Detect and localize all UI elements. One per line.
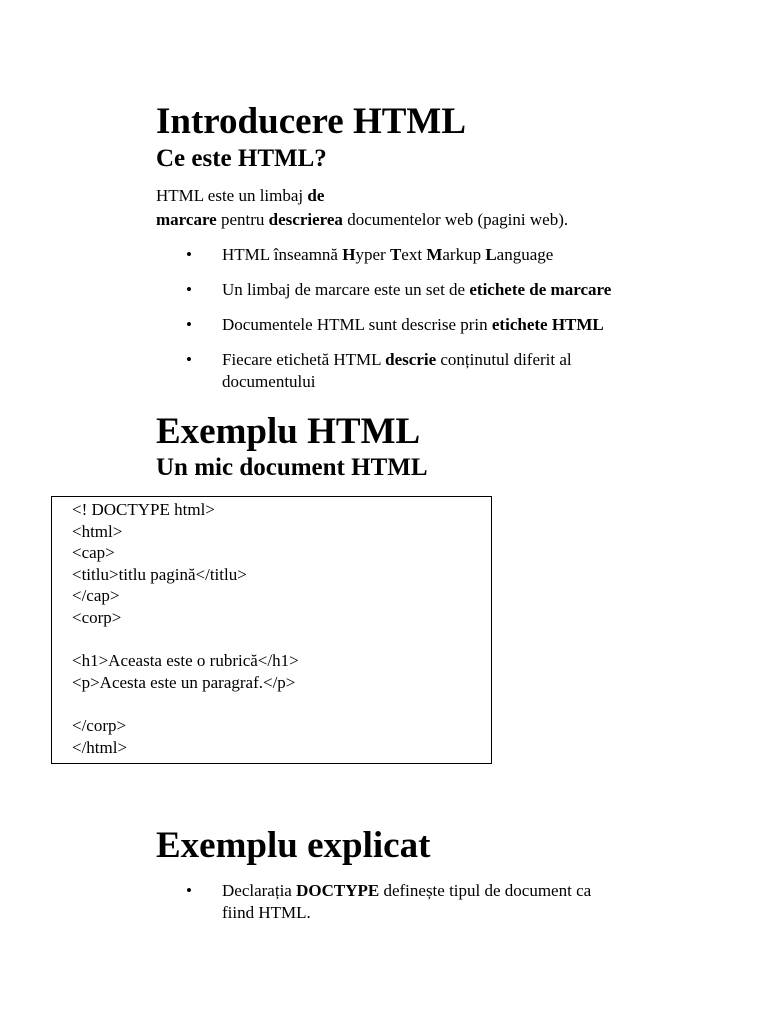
section-subtitle-mic-document: Un mic document HTML xyxy=(156,454,428,481)
section-title-exemplu-explicat: Exemplu explicat xyxy=(156,825,431,866)
code-line: </corp> xyxy=(72,715,127,735)
code-example-box xyxy=(51,496,492,764)
intro-bullet-list xyxy=(156,244,716,393)
explained-bullet-list xyxy=(156,880,716,924)
bullet-icon: • xyxy=(186,280,192,299)
list-item: • HTML înseamnă Hyper Text Markup Language xyxy=(186,245,554,264)
section-title-exemplu-html: Exemplu HTML xyxy=(156,411,421,452)
section-subtitle-ce-este: Ce este HTML? xyxy=(156,145,327,172)
code-line xyxy=(72,629,491,651)
code-line: <cap> xyxy=(72,543,115,563)
code-line: <titlu>titlu pagină</titlu> xyxy=(72,564,247,584)
code-line: <! DOCTYPE html> xyxy=(72,500,215,519)
section-title-introducere: Introducere HTML xyxy=(156,101,467,142)
list-item: • Fiecare etichetă HTML descrie conținutul diferit al documentului xyxy=(186,350,572,391)
code-line: <h1>Aceasta este o rubrică</h1> xyxy=(72,651,299,671)
code-line: <html> xyxy=(72,521,123,541)
code-line: </html> xyxy=(72,737,128,757)
bullet-icon: • xyxy=(186,315,192,334)
list-item: • Declarația DOCTYPE definește tipul de document ca fiind HTML. xyxy=(186,881,592,922)
code-line: <corp> xyxy=(72,607,122,627)
intro-paragraph: HTML este un limbaj de marcare pentru descrierea documentelor web (pagini web). xyxy=(156,186,569,229)
bullet-icon: • xyxy=(186,350,192,369)
bullet-icon: • xyxy=(186,245,192,264)
code-line xyxy=(72,693,491,715)
list-item: • Documentele HTML sunt descrise prin etichete HTML xyxy=(186,315,604,334)
list-item: • Un limbaj de marcare este un set de etichete de marcare xyxy=(186,280,612,299)
bullet-icon: • xyxy=(186,881,192,900)
code-line: </cap> xyxy=(72,586,120,606)
code-line: <p>Acesta este un paragraf.</p> xyxy=(72,672,296,692)
